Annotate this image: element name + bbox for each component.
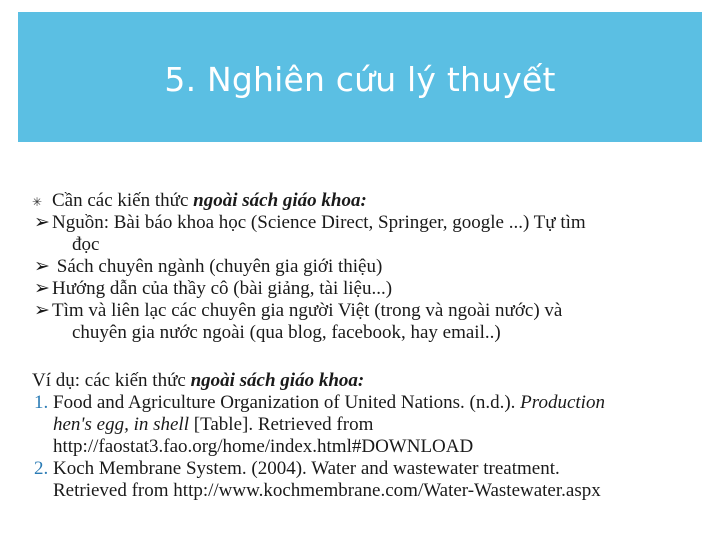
list-item-text-cont: chuyên gia nước ngoài (qua blog, facebook, hay email..): [72, 322, 501, 343]
reference-italic: hen's egg, in shell: [53, 414, 189, 435]
list-item: [34, 300, 699, 344]
reference-text: [Table]. Retrieved from: [189, 414, 374, 435]
list-item-text-cont: đọc: [72, 234, 100, 255]
arrow-bullet-icon: ➢: [34, 300, 50, 321]
list-item: [34, 256, 699, 278]
reference-url: http://faostat3.fao.org/home/index.html#DOWNLOAD: [53, 436, 474, 457]
reference-item: [34, 392, 699, 458]
arrow-bullet-icon: ➢: [34, 256, 50, 277]
reference-text: Koch Membrane System. (2004). Water and wastewater treatment.: [53, 458, 560, 479]
page-title: 5. Nghiên cứu lý thuyết: [164, 60, 556, 99]
examples-intro-emphasis: ngoài sách giáo khoa:: [190, 370, 365, 391]
list-item-text: Sách chuyên ngành (chuyên gia giới thiệu): [52, 256, 383, 277]
list-item-text: Nguồn: Bài báo khoa học (Science Direct, Springer, google ...) Tự tìm: [52, 212, 586, 233]
arrow-bullet-icon: ➢: [34, 278, 50, 299]
reference-number: 2.: [34, 458, 49, 479]
spacer: [34, 344, 699, 370]
reference-italic: Production: [520, 392, 605, 413]
lead-item: [34, 190, 699, 212]
lead-text: Cần các kiến thức: [52, 190, 194, 211]
list-item-text: Hướng dẫn của thầy cô (bài giảng, tài liệu...): [52, 278, 393, 299]
list-item-text: Tìm và liên lạc các chuyên gia người Việt (trong và ngoài nước) và: [52, 300, 563, 321]
reference-item: [34, 458, 699, 502]
examples-intro: [32, 370, 699, 392]
slide-body: [34, 190, 699, 502]
asterisk-bullet-icon: ✳: [32, 195, 43, 209]
list-item: [34, 278, 699, 300]
title-banner: [18, 12, 702, 142]
list-item: [34, 212, 699, 256]
reference-text: Food and Agriculture Organization of United Nations. (n.d.).: [53, 392, 521, 413]
arrow-bullet-icon: ➢: [34, 212, 50, 233]
reference-text: Retrieved from http://www.kochmembrane.com/Water-Wastewater.aspx: [53, 480, 601, 501]
reference-number: 1.: [34, 392, 49, 413]
examples-intro-text: Ví dụ: các kiến thức: [32, 370, 191, 391]
lead-emphasis: ngoài sách giáo khoa:: [193, 190, 367, 211]
